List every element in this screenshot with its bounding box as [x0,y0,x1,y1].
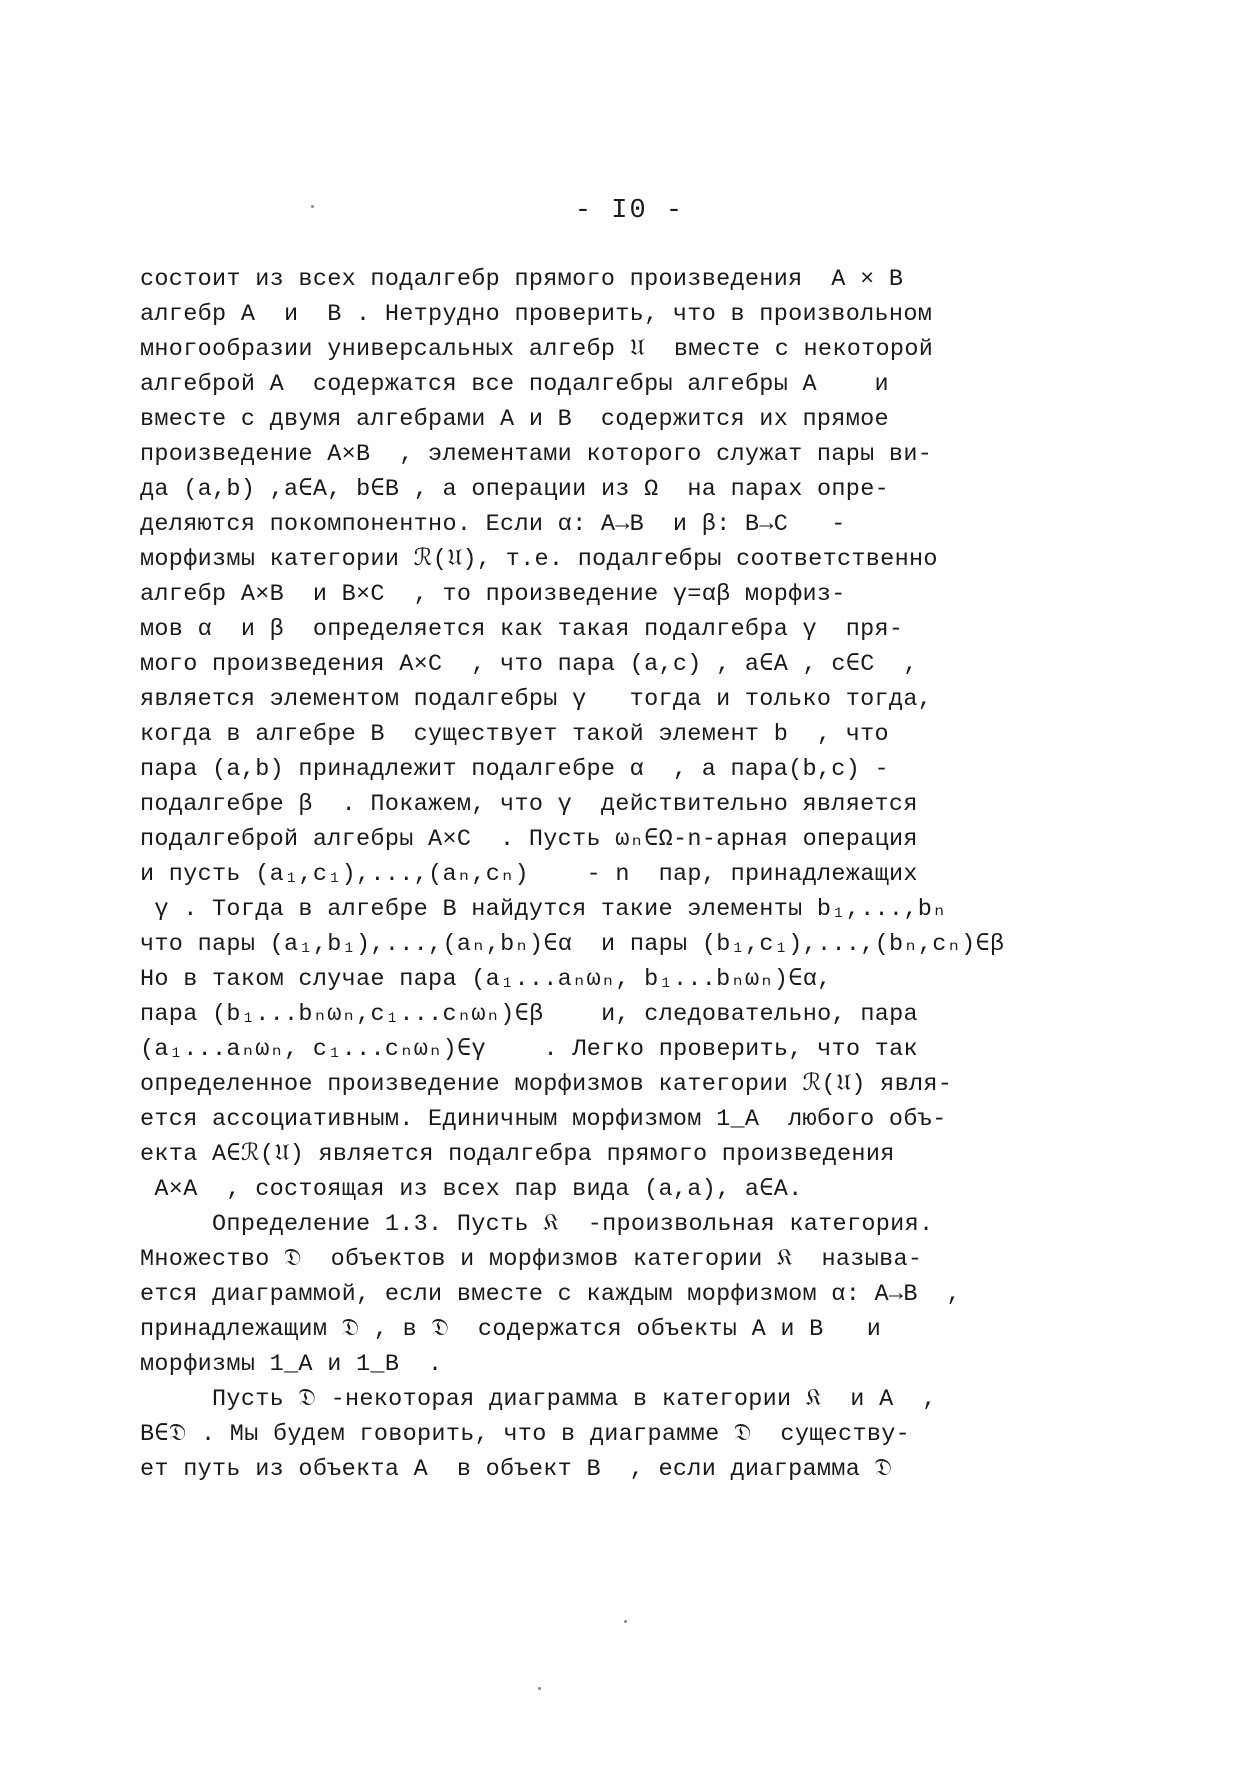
text-line: мов α и β определяется как такая подалгебра γ пря- [140,616,904,643]
text-line: алгебр A и B . Нетрудно проверить, что в произвольном [140,301,933,328]
text-line: что пары (a₁,b₁),...,(aₙ,bₙ)∈α и пары (b₁,c₁),...,(bₙ,cₙ)∈β [140,931,1005,958]
scan-speck [624,1620,627,1623]
text-line: вместе с двумя алгебрами A и B содержится их прямое [140,406,889,433]
text-line: произведение A×B , элементами которого служат пары ви- [140,441,933,468]
text-line: ется диаграммой, если вместе с каждым морфизмом α: A→B , [140,1281,961,1308]
text-line: пара (b₁...bₙωₙ,c₁...cₙωₙ)∈β и, следовательно, пара [140,1001,918,1028]
text-line: да (a,b) ,a∈A, b∈B , а операции из Ω на парах опре- [140,476,890,503]
text-line: B∈𝔇 . Мы будем говорить, что в диаграмме 𝔇 существу- [140,1421,911,1448]
text-line: и пусть (a₁,c₁),...,(aₙ,cₙ) - n пар, принадлежащих [140,861,918,888]
text-line: является элементом подалгебры γ тогда и только тогда, [140,686,933,713]
text-line: ет путь из объекта A в объект B , если диаграмма 𝔇 [140,1456,893,1483]
text-line: Определение 1.3. Пусть 𝔎 -произвольная категория. [140,1211,934,1238]
text-line: алгеброй A содержатся все подалгебры алгебры A и [140,371,889,398]
text-line: состоит из всех подалгебр прямого произведения A × B [140,266,904,293]
text-line: Но в таком случае пара (a₁...aₙωₙ, b₁...bₙωₙ)∈α, [140,966,832,993]
text-line: определенное произведение морфизмов категории ℛ(𝔘) явля- [140,1071,953,1098]
text-line: мого произведения A×C , что пара (a,c) , a∈A , c∈C , [140,651,918,678]
text-line: Пусть 𝔇 -некоторая диаграмма в категории 𝔎 и A , [140,1386,937,1413]
text-line: (a₁...aₙωₙ, c₁...cₙωₙ)∈γ . Легко проверить, что так [140,1036,918,1063]
page-number: - I0 - [574,196,685,226]
text-line: алгебр A×B и B×C , то произведение γ=αβ морфиз- [140,581,846,608]
text-line: A×A , состоящая из всех пар вида (a,a), a∈A. [140,1176,803,1203]
text-line: ется ассоциативным. Единичным морфизмом 1_A любого объ- [140,1106,947,1133]
text-line: принадлежащим 𝔇 , в 𝔇 содержатся объекты A и B и [140,1316,882,1343]
text-line: пара (a,b) принадлежит подалгебре α , а пара(b,c) - [140,756,889,783]
text-line: морфизмы категории ℛ(𝔘), т.е. подалгебры соответственно [140,546,938,573]
text-line: многообразии универсальных алгебр 𝔘 вместе с некоторой [140,336,934,363]
text-line: подалгебре β . Покажем, что γ действительно является [140,791,918,818]
scan-speck [311,205,314,208]
text-line: γ . Тогда в алгебре B найдутся такие элементы b₁,...,bₙ [140,896,947,923]
text-line: когда в алгебре B существует такой элемент b , что [140,721,889,748]
scan-speck [538,1687,541,1690]
text-line: морфизмы 1_A и 1_B . [140,1351,443,1378]
text-line: подалгеброй алгебры A×C . Пусть ωₙ∈Ω-n-арная операция [140,826,918,853]
body-text [140,262,1080,1487]
text-line: екта A∈ℛ(𝔘) является подалгебра прямого произведения [140,1141,895,1168]
text-line: Множество 𝔇 объектов и морфизмов категории 𝔎 называ- [140,1246,923,1273]
text-line: деляются покомпонентно. Если α: A→B и β: B→C - [140,511,846,538]
